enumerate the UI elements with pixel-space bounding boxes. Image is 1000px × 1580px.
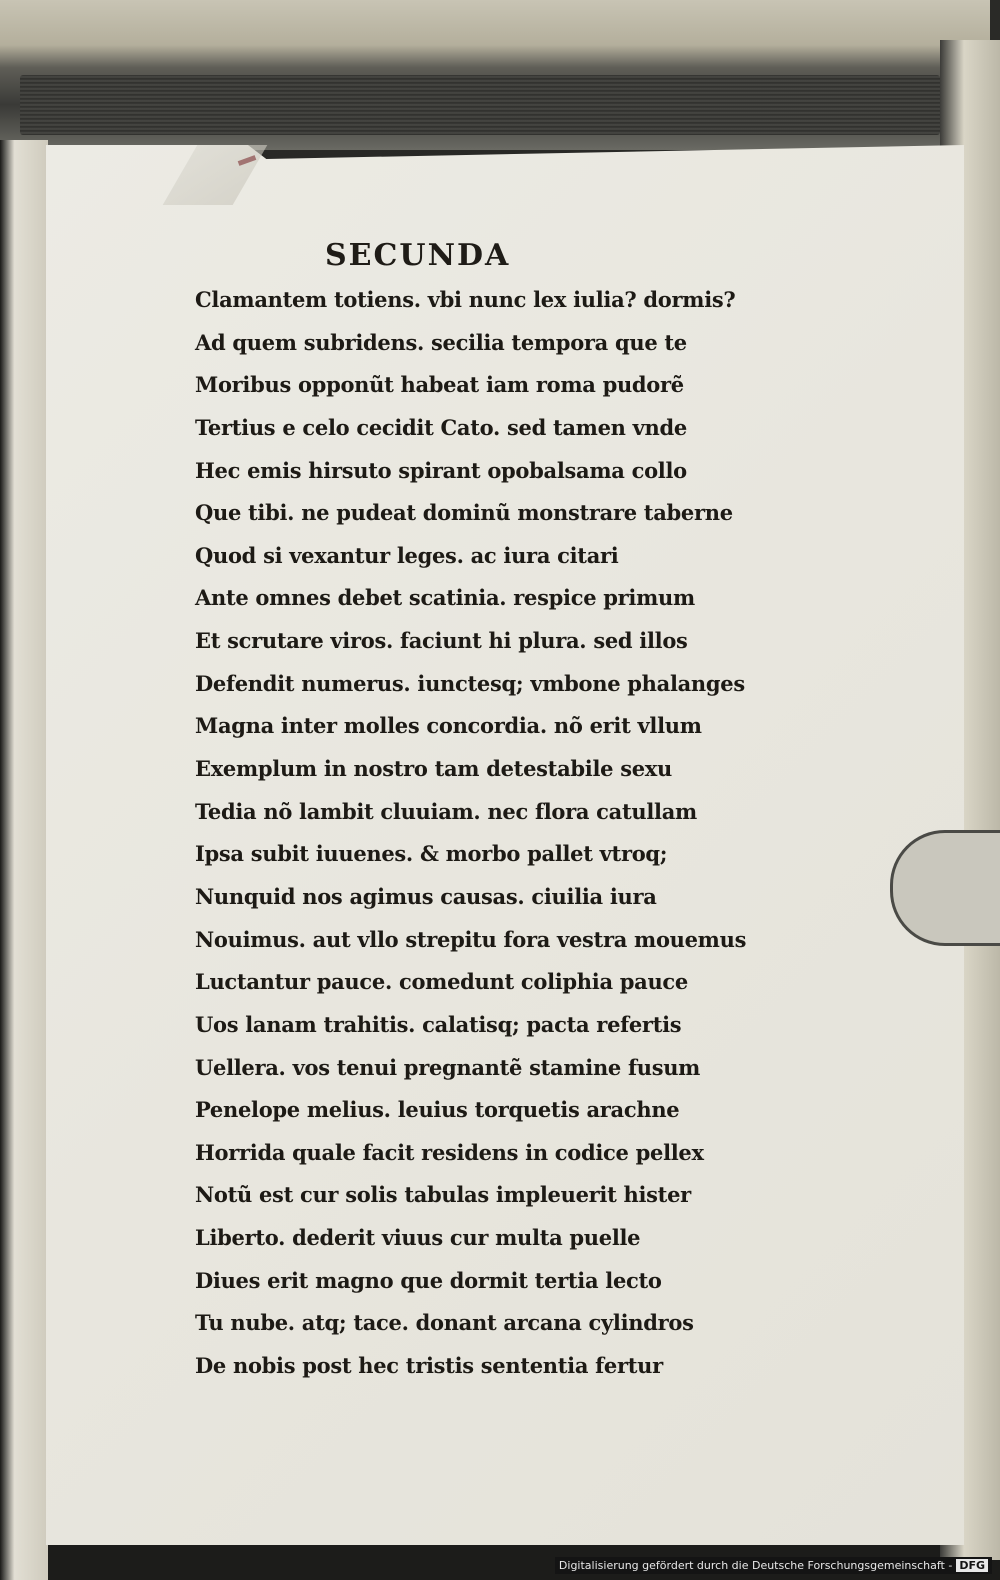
page-clip bbox=[890, 830, 1000, 946]
verse-line: Moribus opponũt habeat iam roma pudorẽ bbox=[195, 372, 684, 398]
verse-line: Defendit numerus. iunctesq; vmbone phalanges bbox=[195, 670, 745, 696]
book-page-stack bbox=[20, 75, 940, 135]
page-heading: SECUNDA bbox=[325, 238, 511, 273]
verse-line: Quod si vexantur leges. ac iura citari bbox=[195, 542, 619, 568]
footer-text: Digitalisierung gefördert durch die Deutsche Forschungsgemeinschaft - bbox=[558, 1559, 953, 1572]
verse-line: Uellera. vos tenui pregnantẽ stamine fusum bbox=[195, 1054, 701, 1080]
verse-line: Que tibi. ne pudeat dominũ monstrare taberne bbox=[195, 500, 733, 526]
verse-line: Magna inter molles concordia. nõ erit vllum bbox=[195, 713, 702, 739]
verse-line: Uos lanam trahitis. calatisq; pacta refertis bbox=[195, 1011, 682, 1037]
verse-line: Luctantur pauce. comedunt coliphia pauce bbox=[195, 969, 688, 995]
verse-line: Ad quem subridens. secilia tempora que te bbox=[195, 329, 687, 355]
verse-line: Nouimus. aut vllo strepitu fora vestra mouemus bbox=[195, 926, 747, 952]
book-top-edge bbox=[0, 0, 990, 150]
verse-line: Nunquid nos agimus causas. ciuilia iura bbox=[195, 883, 657, 909]
verse-line: Notũ est cur solis tabulas impleuerit hister bbox=[195, 1182, 691, 1208]
verse-line: Diues erit magno que dormit tertia lecto bbox=[195, 1267, 662, 1293]
verse-line: Clamantem totiens. vbi nunc lex iulia? dormis? bbox=[195, 287, 736, 312]
verse-line: De nobis post hec tristis sententia fertur bbox=[195, 1353, 663, 1379]
verse-line: Tu nube. atq; tace. donant arcana cylindros bbox=[195, 1310, 694, 1336]
verse-line: Ante omnes debet scatinia. respice primum bbox=[195, 585, 695, 611]
verse-line: Tertius e celo cecidit Cato. sed tamen vnde bbox=[195, 414, 687, 440]
book-left-cover bbox=[0, 140, 48, 1580]
verse-line: Et scrutare viros. faciunt hi plura. sed illos bbox=[195, 628, 688, 654]
verse-line: Liberto. dederit viuus cur multa puelle bbox=[195, 1225, 641, 1251]
verse-line: Tedia nõ lambit cluuiam. nec flora catullam bbox=[195, 798, 697, 824]
funding-footer bbox=[555, 1557, 992, 1574]
verse-line: Exemplum in nostro tam detestabile sexu bbox=[195, 756, 672, 782]
verse-list bbox=[195, 279, 895, 1388]
dfg-logo: DFG bbox=[956, 1559, 988, 1572]
verse-line: Hec emis hirsuto spirant opobalsama collo bbox=[195, 457, 687, 483]
verse-line: Ipsa subit iuuenes. & morbo pallet vtroq; bbox=[195, 841, 668, 867]
verse-line: Horrida quale facit residens in codice pellex bbox=[195, 1139, 704, 1165]
verse-line: Penelope melius. leuius torquetis arachne bbox=[195, 1097, 680, 1123]
